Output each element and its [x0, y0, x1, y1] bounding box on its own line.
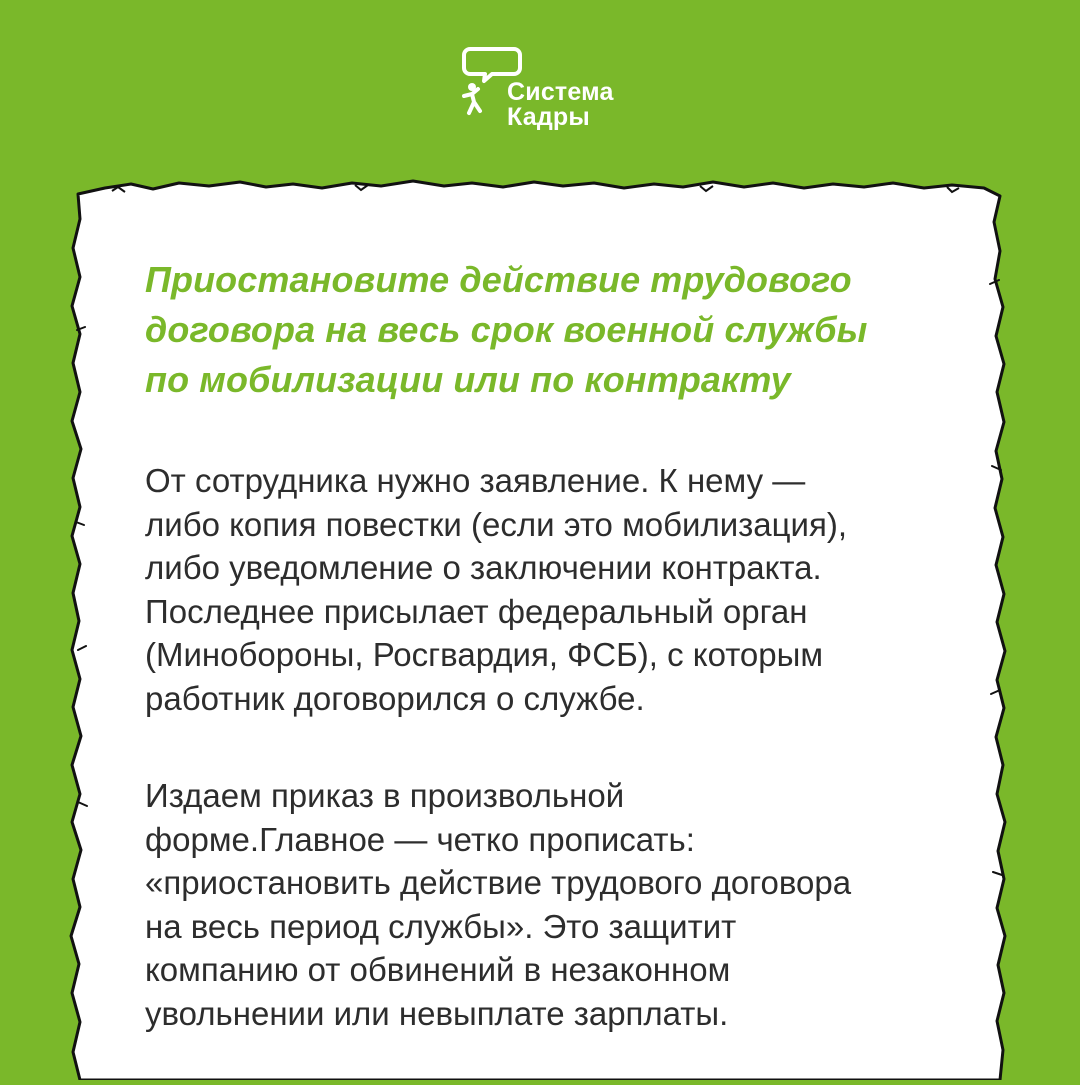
article-content — [145, 255, 975, 1035]
logo-line-2: Кадры — [507, 103, 590, 131]
logo-line-1: Система — [507, 78, 614, 106]
article-headline: Приостановите действие трудового договора на весь срок военной службы по мобилизации или по контракту — [145, 259, 868, 400]
paragraph-employee-application: От сотрудника нужно заявление. К нему — либо копия повестки (если это мобилизация), либо уведомление о заключении контракта. Последнее присылает федеральный орган (Минобороны, Росгвардия, ФСБ), с которым работник договорился о службе. — [145, 462, 847, 717]
paragraph-order-instruction: Издаем приказ в произвольной форме.Главное — четко прописать: «приостановить действие трудового договора на весь период службы». Это защитит компанию от обвинений в незаконном увольнении или невыплате зарплаты. — [145, 777, 852, 1032]
